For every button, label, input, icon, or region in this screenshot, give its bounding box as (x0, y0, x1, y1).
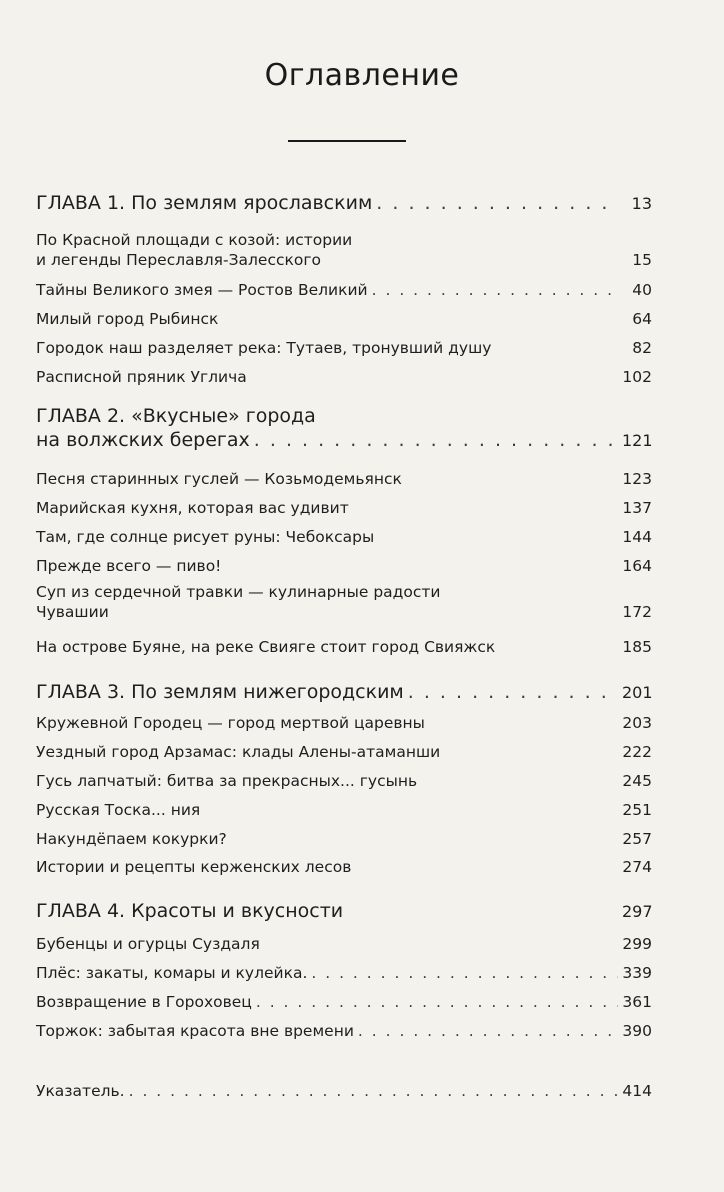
toc-entry[interactable] (36, 858, 652, 876)
toc-entry[interactable] (36, 583, 652, 621)
entry-title: Кружевной Городец — город мертвой царевны (36, 714, 425, 732)
entry-title: На острове Буяне, на реке Свияге стоит город Свияжск (36, 638, 496, 656)
toc-entry[interactable] (36, 368, 652, 386)
page-number: 137 (622, 499, 652, 517)
page-number: 123 (622, 470, 652, 488)
page-number: 203 (622, 714, 652, 732)
entry-title: Плёс: закаты, комары и кулейка. (36, 964, 308, 982)
chapter-2-heading[interactable] (36, 405, 652, 451)
page-number: 121 (622, 431, 653, 450)
entry-title: Накундёпаем кокурки? (36, 830, 227, 848)
entry-title: Торжок: забытая красота вне времени (36, 1022, 354, 1040)
toc-entry[interactable] (36, 964, 652, 982)
page-number: 251 (622, 801, 652, 819)
toc-entry[interactable] (36, 499, 652, 517)
page-number: 185 (622, 638, 652, 656)
toc-entry[interactable] (36, 557, 652, 575)
toc-entry[interactable] (36, 310, 652, 328)
entry-title: Тайны Великого змея — Ростов Великий (36, 281, 368, 299)
chapter-4-heading[interactable] (36, 900, 652, 922)
page-number: 339 (622, 964, 652, 982)
toc-entry[interactable] (36, 470, 652, 488)
toc-entry[interactable] (36, 281, 652, 299)
entry-title: Бубенцы и огурцы Суздаля (36, 935, 260, 953)
entry-title-cont: Чувашии (36, 603, 109, 621)
entry-title: По Красной площади с козой: истории (36, 231, 353, 249)
title-divider (288, 140, 406, 142)
page-number: 222 (622, 743, 652, 761)
chapter-title: ГЛАВА 4. Красоты и вкусности (36, 900, 344, 922)
page-number: 82 (632, 339, 652, 357)
entry-title: Гусь лапчатый: битва за прекрасных... гусынь (36, 772, 418, 790)
page-number: 361 (622, 993, 652, 1011)
page-number: 297 (622, 902, 653, 921)
chapter-title: ГЛАВА 1. По землям ярославским (36, 192, 373, 214)
entry-title: Милый город Рыбинск (36, 310, 219, 328)
entry-title: Истории и рецепты керженских лесов (36, 858, 352, 876)
toc-entry[interactable] (36, 743, 652, 761)
entry-title: Марийская кухня, которая вас удивит (36, 499, 349, 517)
page-number: 15 (632, 251, 652, 269)
page-number: 40 (632, 281, 652, 299)
toc-entry[interactable] (36, 714, 652, 732)
page-number: 390 (622, 1022, 652, 1040)
toc-entry[interactable] (36, 830, 652, 848)
entry-title: Песня старинных гуслей — Козьмодемьянск (36, 470, 402, 488)
toc-entry[interactable] (36, 801, 652, 819)
page-number: 13 (631, 194, 652, 213)
toc-entry[interactable] (36, 231, 652, 269)
chapter-title-cont: на волжских берегах (36, 429, 250, 451)
chapter-title: ГЛАВА 3. По землям нижегородским (36, 681, 404, 703)
entry-title: Русская Тоска... ния (36, 801, 201, 819)
toc-entry[interactable] (36, 339, 652, 357)
index-entry[interactable] (36, 1082, 652, 1100)
entry-title-cont: и легенды Переславля-Залесского (36, 251, 321, 269)
page-number: 299 (622, 935, 652, 953)
toc-entry[interactable] (36, 528, 652, 546)
page-number: 172 (622, 603, 652, 621)
entry-title: Расписной пряник Углича (36, 368, 247, 386)
chapter-1-heading[interactable] (36, 192, 652, 214)
toc-entry[interactable] (36, 638, 652, 656)
toc-entry[interactable] (36, 935, 652, 953)
chapter-title: ГЛАВА 2. «Вкусные» города (36, 405, 316, 427)
page-number: 274 (622, 858, 652, 876)
chapter-3-heading[interactable] (36, 681, 652, 703)
page-number: 414 (622, 1082, 652, 1100)
index-label: Указатель. (36, 1082, 125, 1100)
page-number: 64 (632, 310, 652, 328)
toc-entry[interactable] (36, 1022, 652, 1040)
entry-title: Суп из сердечной травки — кулинарные радости (36, 583, 441, 601)
page-number: 144 (622, 528, 652, 546)
entry-title: Уездный город Арзамас: клады Алены-атаманши (36, 743, 441, 761)
toc-entry[interactable] (36, 772, 652, 790)
entry-title: Прежде всего — пиво! (36, 557, 222, 575)
entry-title: Возвращение в Гороховец (36, 993, 252, 1011)
entry-title: Городок наш разделяет река: Тутаев, тронувший душу (36, 339, 492, 357)
page-number: 245 (622, 772, 652, 790)
page-number: 164 (622, 557, 652, 575)
page-number: 102 (622, 368, 652, 386)
page-number: 201 (622, 683, 653, 702)
toc-entry[interactable] (36, 993, 652, 1011)
entry-title: Там, где солнце рисует руны: Чебоксары (36, 528, 375, 546)
page-number: 257 (622, 830, 652, 848)
page-title: Оглавление (264, 58, 460, 93)
